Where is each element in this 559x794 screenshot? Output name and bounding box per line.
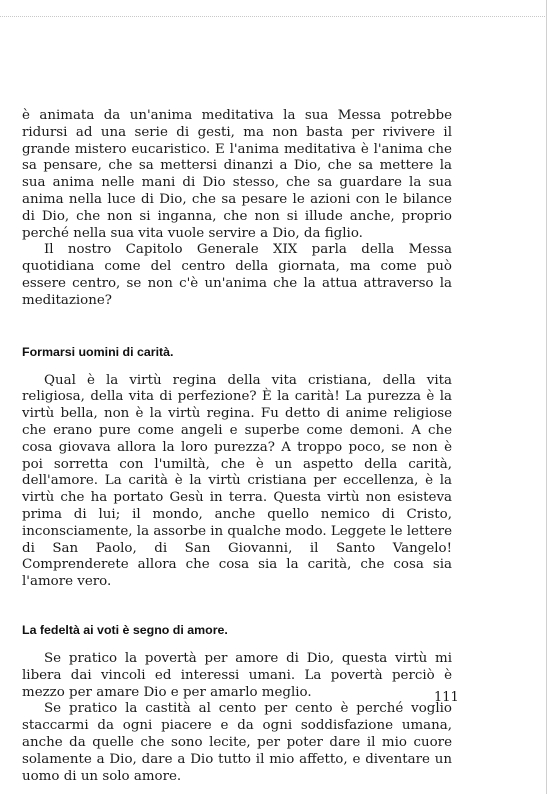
page-body <box>22 108 452 785</box>
intro-paragraph-2: Il nostro Capitolo Generale XIX parla della Messa quotidiana come del centro della giornata, ma come può essere centro, se non c'è un'anima che la attua attraverso la meditazione? <box>22 242 452 308</box>
scan-top-edge <box>0 16 545 17</box>
fedelta-paragraph-1: Se pratico la povertà per amore di Dio, questa virtù mi libera dai vincoli ed interessi umani. La povertà perciò è mezzo per amare Dio e per amarlo meglio. <box>22 650 452 700</box>
carita-paragraph-1: Qual è la virtù regina della vita cristiana, della vita religiosa, della vita di perfezione? È la carità! La purezza è la virtù bella, non è la virtù regina. Fu detto di anime religiose che erano pure come angeli e superbe come demoni. A che cosa giovava allora la loro purezza? A troppo poco, se non è poi sorretta con l'umiltà, che è un aspetto della carità, dell'amore. La carità è la virtù cristiana per eccellenza, è la virtù che ha portato Gesù in terra. Questa virtù non esisteva prima di lui; il mondo, anche quello nemico di Cristo, inconsciamente, la assorbe in qualche modo. Leggete le lettere di San Paolo, di San Giovanni, il Santo Vangelo! Comprenderete allora che cosa sia la carità, che cosa sia l'amore vero. <box>22 372 452 590</box>
section-heading-carita: Formarsi uomini di carità. <box>22 344 174 359</box>
scan-right-edge <box>546 0 547 794</box>
page-number: 111 <box>434 690 459 705</box>
intro-paragraph-1: è animata da un'anima meditativa la sua Messa potrebbe ridursi ad una serie di gesti, ma non basta per rivivere il grande mistero eucaristico. E l'anima meditativa è l'anima che sa pensare, che sa mettersi dinanzi a Dio, che sa mettere la sua anima nelle mani di Dio stesso, che sa guardare la sua anima nella luce di Dio, che sa pesare le azioni con le bilance di Dio, che non si inganna, che non si illude anche, proprio perché nella sua vita vuole servire a Dio, da figlio. <box>22 108 452 241</box>
fedelta-paragraph-2: Se pratico la castità al cento per cento è perché voglio staccarmi da ogni piacere e da ogni soddisfazione umana, anche da quelle che sono lecite, per poter dare il mio cuore solamente a Dio, dare a Dio tutto il mio affetto, e diventare un uomo di un solo amore. <box>22 701 452 784</box>
section-heading-fedelta: La fedeltà ai voti è segno di amore. <box>22 622 228 637</box>
